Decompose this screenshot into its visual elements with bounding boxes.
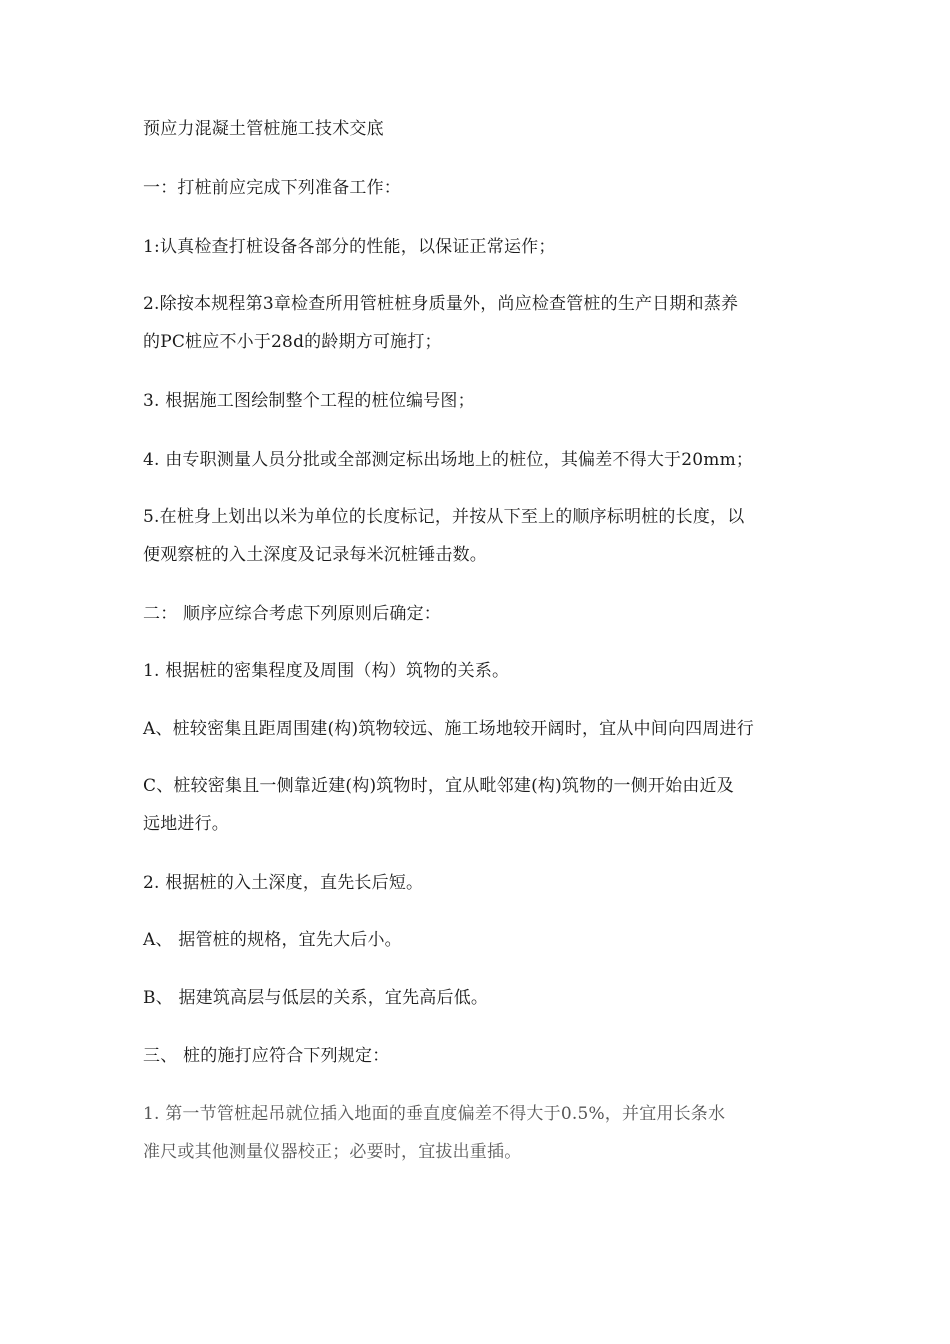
- paragraph-line: A、 据管桩的规格，宜先大后小。: [143, 930, 402, 950]
- section-heading-2: 二： 顺序应综合考虑下列原则后确定：: [143, 604, 442, 624]
- paragraph-line: A、桩较密集且距周围建(构)筑物较远、施工场地较开阔时，宜从中间向四周进行: [143, 719, 754, 739]
- paragraph-line: 3. 根据施工图绘制整个工程的桩位编号图；: [143, 391, 475, 411]
- paragraph-line: 准尺或其他测量仪器校正；必要时，宜拔出重插。: [143, 1142, 522, 1162]
- paragraph-line: 1. 第一节管桩起吊就位插入地面的垂直度偏差不得大于0.5%，并宜用长条水: [143, 1104, 726, 1124]
- section-heading-3: 三、 桩的施打应符合下列规定：: [143, 1046, 390, 1066]
- paragraph-line: 4. 由专职测量人员分批或全部测定标出场地上的桩位，其偏差不得大于20mm；: [143, 450, 754, 470]
- paragraph-line: 2.除按本规程第3章检查所用管桩桩身质量外，尚应检查管桩的生产日期和蒸养: [143, 294, 739, 314]
- paragraph-line: 便观察桩的入土深度及记录每米沉桩锤击数。: [143, 545, 487, 565]
- section-heading-1: 一：打桩前应完成下列准备工作：: [143, 178, 401, 198]
- paragraph-line: 远地进行。: [143, 814, 229, 834]
- paragraph-line: B、 据建筑高层与低层的关系，宜先高后低。: [143, 988, 489, 1008]
- document-title: 预应力混凝土管桩施工技术交底: [143, 119, 384, 139]
- paragraph-line: 的PC桩应不小于28d的龄期方可施打；: [143, 332, 442, 352]
- paragraph-line: 1:认真检查打桩设备各部分的性能，以保证正常运作；: [143, 237, 556, 257]
- paragraph-line: 2. 根据桩的入土深度，直先长后短。: [143, 873, 424, 893]
- paragraph-line: C、桩较密集且一侧靠近建(构)筑物时，宜从毗邻建(构)筑物的一侧开始由近及: [143, 776, 734, 796]
- paragraph-line: 5.在桩身上划出以米为单位的长度标记，并按从下至上的顺序标明桩的长度，以: [143, 507, 745, 527]
- paragraph-line: 1. 根据桩的密集程度及周围（构）筑物的关系。: [143, 661, 510, 681]
